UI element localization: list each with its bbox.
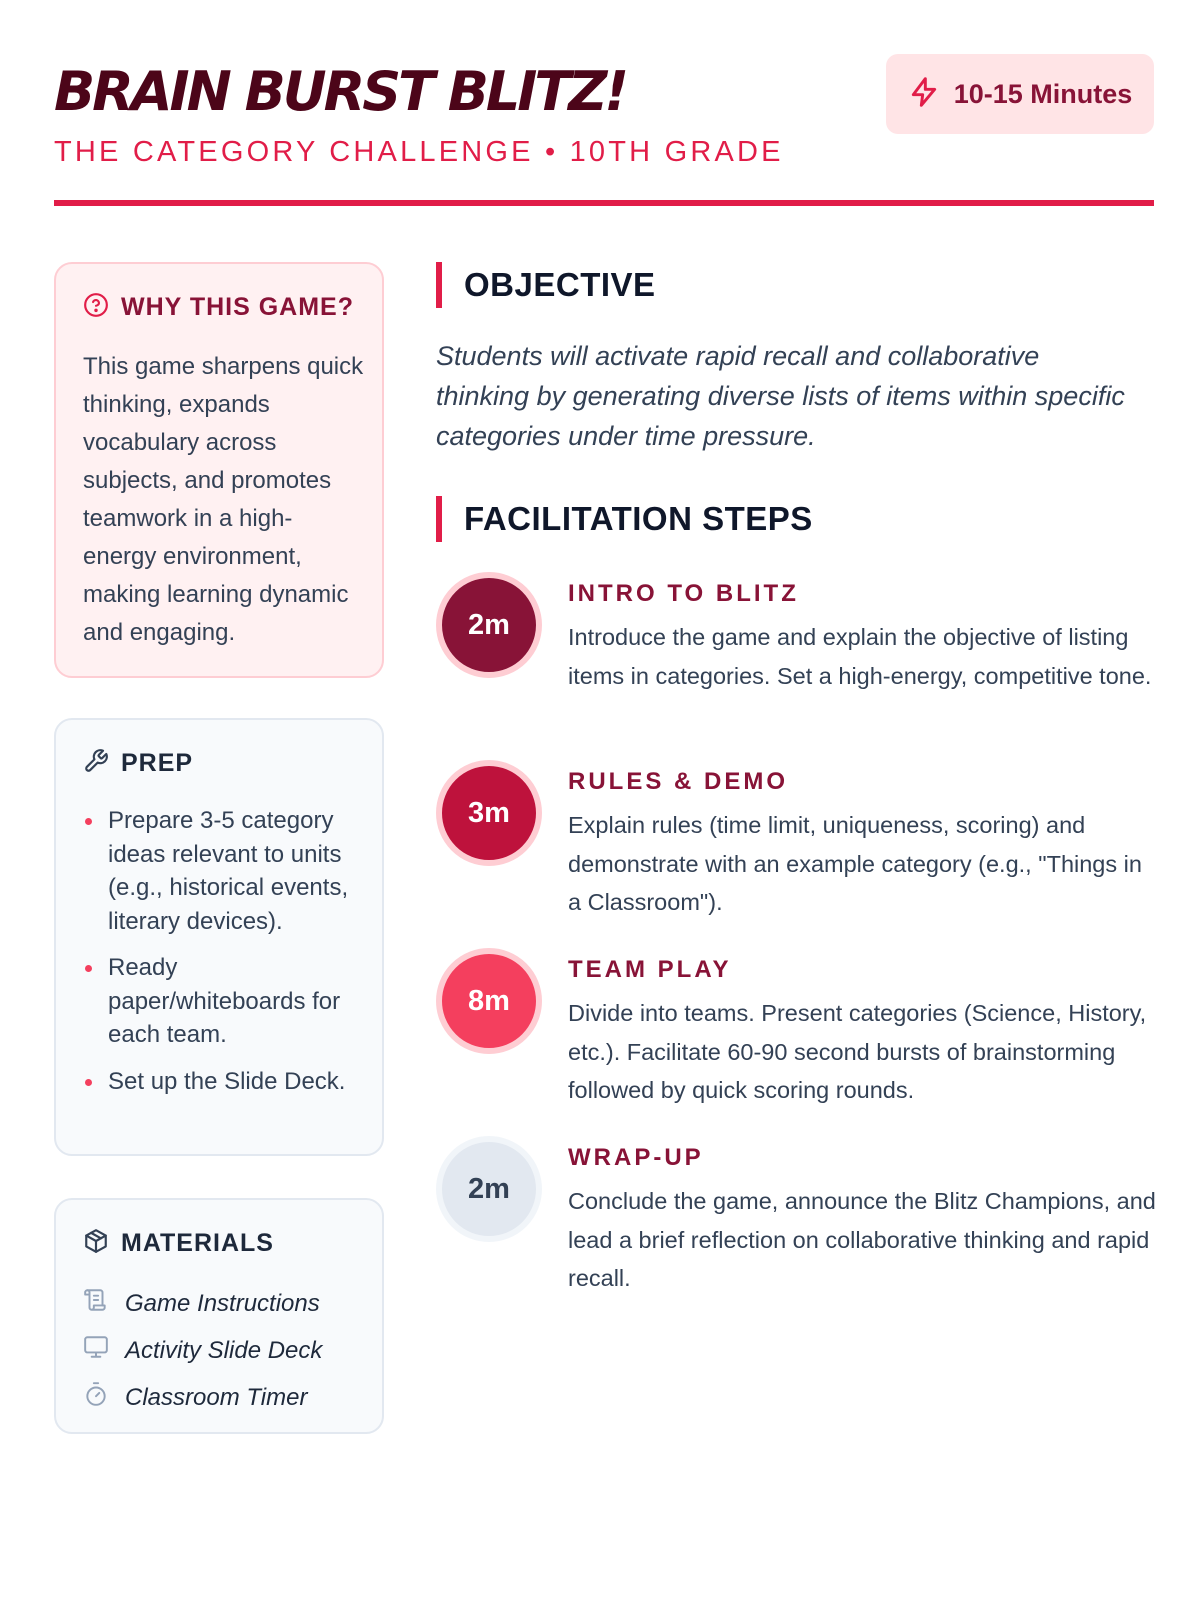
step-item-intro xyxy=(436,572,1154,742)
page-header xyxy=(54,52,1154,208)
objective-text: Students will activate rapid recall and collaborative thinking by generating diverse lists of items within specific categories under time pressure. xyxy=(436,341,1125,451)
wrench-icon xyxy=(83,748,109,779)
step-time: 2m xyxy=(468,1172,510,1205)
materials-list xyxy=(83,1280,322,1421)
materials-heading: MATERIALS xyxy=(121,1229,274,1257)
why-card xyxy=(54,262,384,678)
objective-heading: OBJECTIVE xyxy=(464,266,656,303)
step-time: 3m xyxy=(468,796,510,829)
material-label: Classroom Timer xyxy=(125,1383,308,1411)
material-label: Activity Slide Deck xyxy=(125,1336,323,1364)
duration-badge xyxy=(886,54,1154,134)
step-description: Explain rules (time limit, uniqueness, scoring) and demonstrate with an example category (e.g., "Things in a Classroom"). xyxy=(568,812,1142,915)
why-heading: WHY THIS GAME? xyxy=(121,293,354,321)
step-title: WRAP-UP xyxy=(568,1144,704,1171)
lightning-icon xyxy=(908,76,940,113)
step-title: RULES & DEMO xyxy=(568,768,789,795)
step-time-badge xyxy=(436,1136,542,1242)
step-time-badge xyxy=(436,572,542,678)
list-item[interactable] xyxy=(83,1327,322,1374)
steps-heading-row xyxy=(436,496,813,542)
why-body: This game sharpens quick thinking, expands vocabulary across subjects, and promotes teamwork in a high-energy environment, making learning dynamic and engaging. xyxy=(83,353,364,646)
section-accent-bar xyxy=(436,496,442,542)
monitor-icon xyxy=(83,1334,109,1367)
scroll-icon xyxy=(83,1287,109,1320)
list-item xyxy=(83,1065,373,1099)
list-item[interactable] xyxy=(83,1374,322,1421)
bullet-dot xyxy=(85,965,92,972)
materials-heading-row xyxy=(83,1228,274,1259)
bullet-dot xyxy=(85,818,92,825)
objective-heading-row xyxy=(436,262,656,308)
why-heading-row xyxy=(83,292,354,323)
stopwatch-icon xyxy=(83,1381,109,1414)
prep-list xyxy=(83,804,373,1111)
step-item-rules xyxy=(436,760,1154,930)
steps-heading: FACILITATION STEPS xyxy=(464,500,813,537)
step-time: 2m xyxy=(468,608,510,641)
step-title: TEAM PLAY xyxy=(568,956,732,983)
step-description: Conclude the game, announce the Blitz Champions, and lead a brief reflection on collaborative thinking and rapid recall. xyxy=(568,1188,1156,1291)
step-time-badge xyxy=(436,760,542,866)
prep-card xyxy=(54,718,384,1156)
prep-item-text: Ready paper/whiteboards for each team. xyxy=(108,954,341,1048)
bullet-dot xyxy=(85,1079,92,1086)
step-item-team-play xyxy=(436,948,1154,1118)
step-time-badge xyxy=(436,948,542,1054)
question-circle-icon xyxy=(83,292,109,323)
prep-item-text: Prepare 3-5 category ideas relevant to units (e.g., historical events, literary devices). xyxy=(108,807,349,935)
list-item[interactable] xyxy=(83,1280,322,1327)
step-description: Introduce the game and explain the objective of listing items in categories. Set a high-energy, competitive tone. xyxy=(568,624,1152,689)
step-description: Divide into teams. Present categories (Science, History, etc.). Facilitate 60-90 second bursts of brainstorming followed by quick scoring rounds. xyxy=(568,1000,1147,1103)
section-accent-bar xyxy=(436,262,442,308)
list-item xyxy=(83,951,373,1052)
duration-label: 10-15 Minutes xyxy=(953,78,1133,109)
prep-heading-row xyxy=(83,748,193,779)
page-subtitle: THE CATEGORY CHALLENGE • 10TH GRADE xyxy=(54,136,784,168)
step-title: INTRO TO BLITZ xyxy=(568,580,799,607)
step-time: 8m xyxy=(468,984,510,1017)
list-item xyxy=(83,804,373,938)
header-divider xyxy=(54,200,1154,206)
lesson-page xyxy=(54,0,1154,1600)
prep-item-text: Set up the Slide Deck. xyxy=(108,1067,346,1095)
box-icon xyxy=(83,1228,109,1259)
prep-heading: PREP xyxy=(121,749,194,777)
material-label: Game Instructions xyxy=(125,1289,320,1317)
step-item-wrap-up xyxy=(436,1136,1154,1306)
page-title: BRAIN BURST BLITZ! xyxy=(54,60,627,123)
materials-card xyxy=(54,1198,384,1434)
